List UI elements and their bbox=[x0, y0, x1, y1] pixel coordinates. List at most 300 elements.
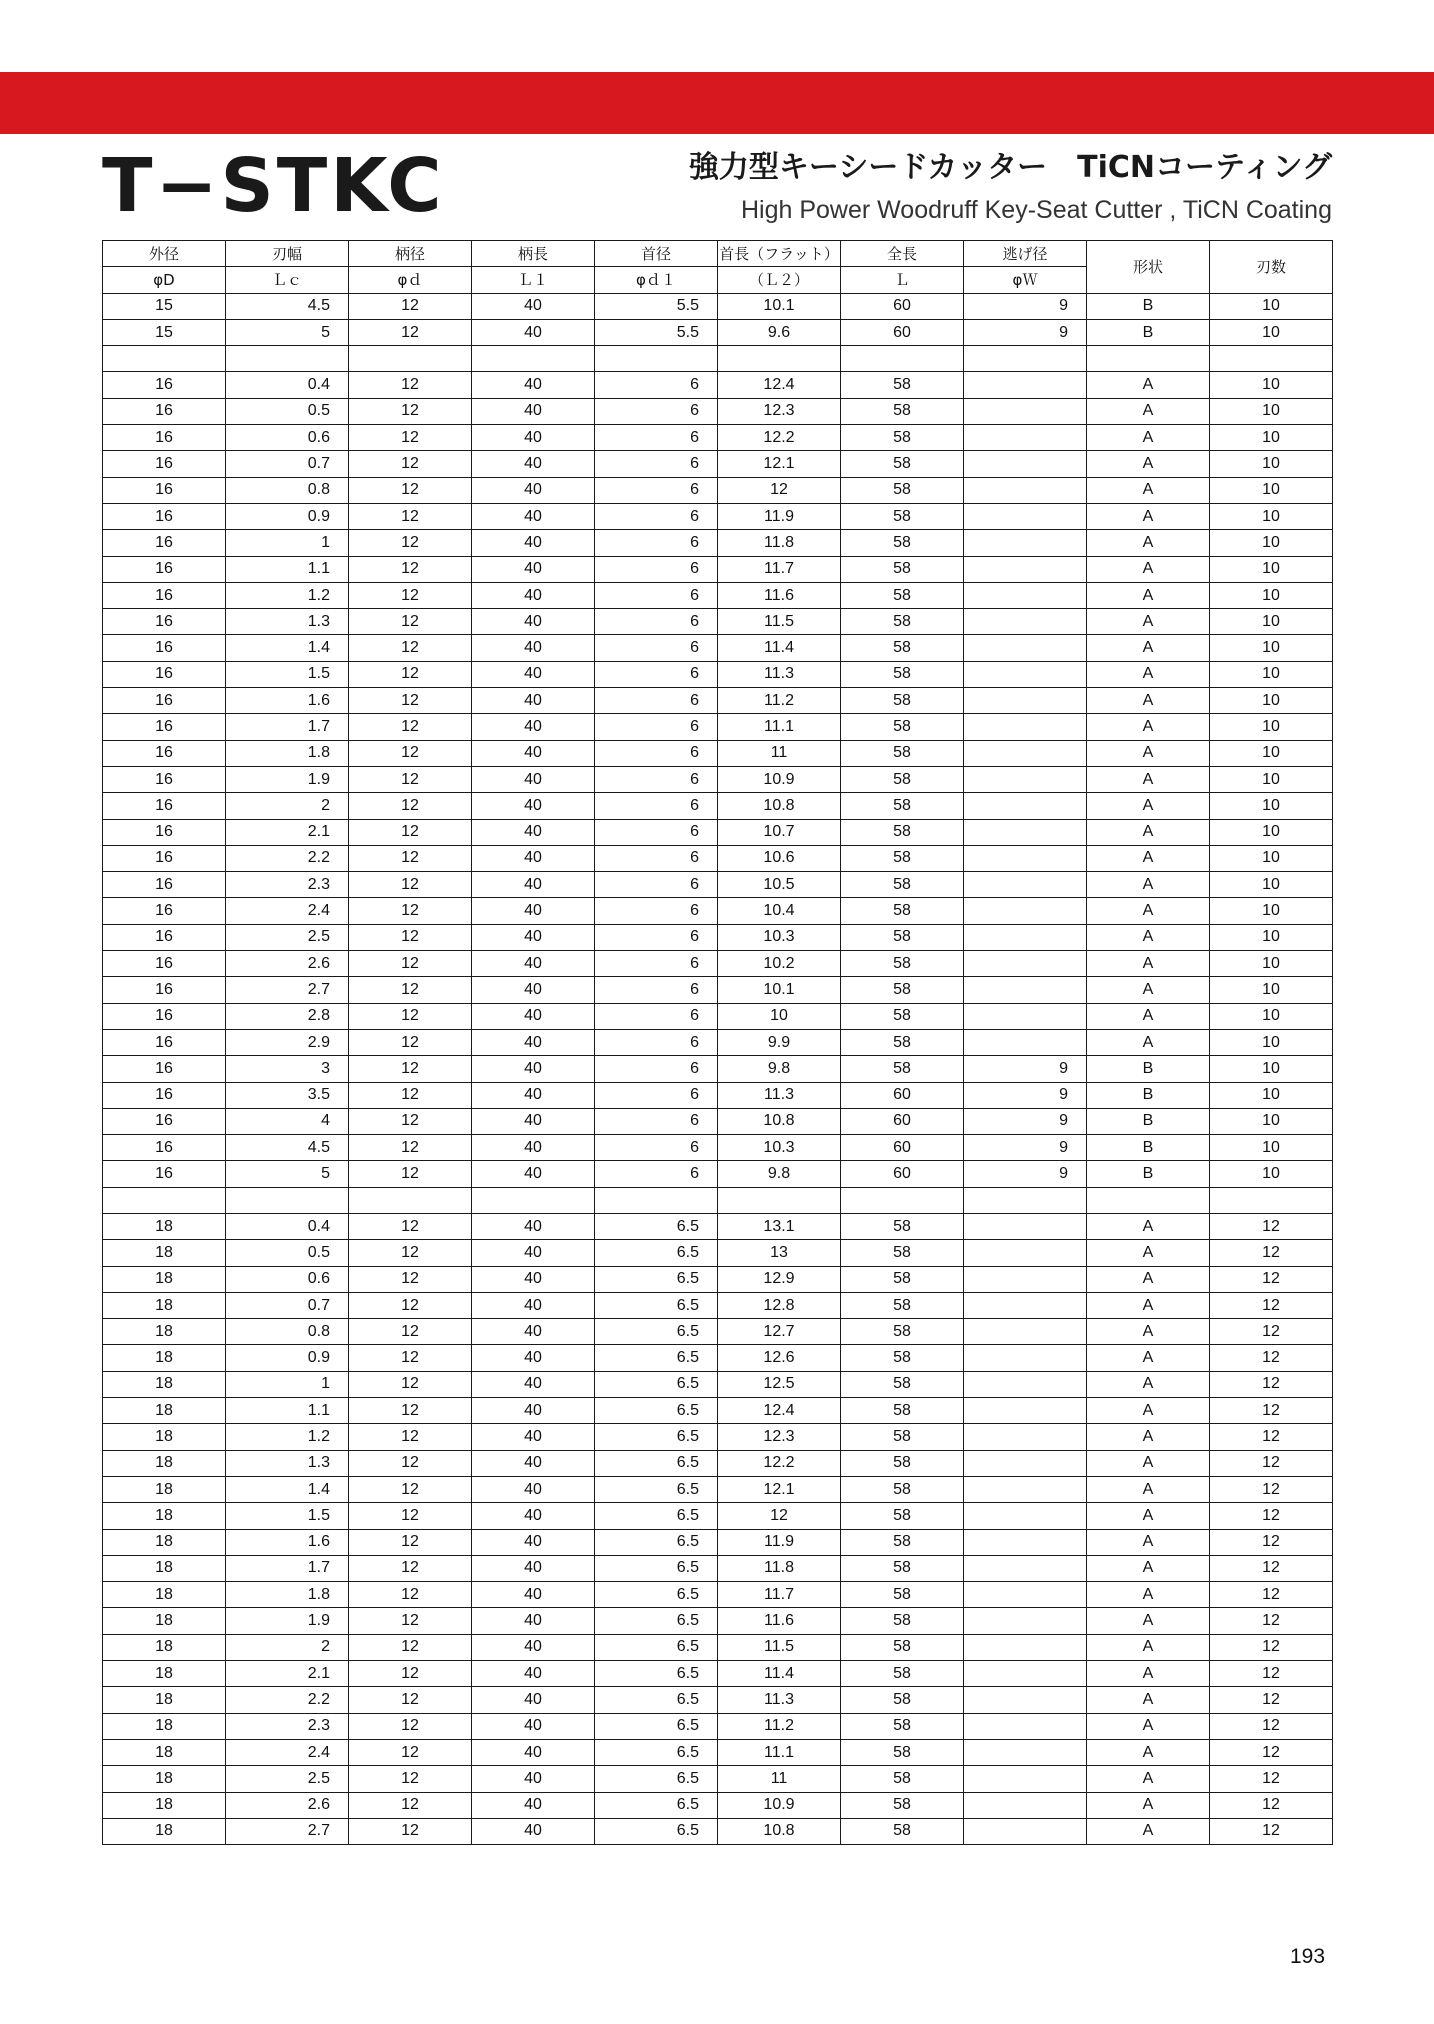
cell-neck-diameter: 6.5 bbox=[595, 1608, 718, 1634]
cell-shank-length: 40 bbox=[472, 319, 595, 345]
cell-flutes: 10 bbox=[1210, 477, 1333, 503]
cell-overall-length: 58 bbox=[841, 530, 964, 556]
cell-blade-width: 2.4 bbox=[226, 898, 349, 924]
table-row bbox=[103, 661, 1333, 687]
cell-shank-length: 40 bbox=[472, 1634, 595, 1660]
table-row bbox=[103, 609, 1333, 635]
cell-shank-length bbox=[472, 1187, 595, 1213]
cell-neck-length: 10.2 bbox=[718, 951, 841, 977]
cell-blade-width: 1.7 bbox=[226, 714, 349, 740]
cell-shank-length: 40 bbox=[472, 1582, 595, 1608]
cell-overall-length: 58 bbox=[841, 477, 964, 503]
cell-flutes: 10 bbox=[1210, 766, 1333, 792]
cell-neck-length: 11.3 bbox=[718, 661, 841, 687]
cell-neck-length: 10.8 bbox=[718, 793, 841, 819]
cell-blade-width: 2.7 bbox=[226, 977, 349, 1003]
table-row bbox=[103, 766, 1333, 792]
cell-shape: A bbox=[1087, 609, 1210, 635]
cell-neck-diameter: 6 bbox=[595, 1003, 718, 1029]
cell-relief-diameter bbox=[964, 556, 1087, 582]
cell-neck-diameter: 6.5 bbox=[595, 1476, 718, 1502]
cell-outer-diameter: 16 bbox=[103, 845, 226, 871]
cell-shape: A bbox=[1087, 1792, 1210, 1818]
cell-outer-diameter: 18 bbox=[103, 1739, 226, 1765]
col-header-relief-diameter: 逃げ径 bbox=[964, 241, 1087, 267]
cell-shank-length: 40 bbox=[472, 1608, 595, 1634]
cell-outer-diameter: 18 bbox=[103, 1345, 226, 1371]
table-row bbox=[103, 477, 1333, 503]
cell-overall-length: 60 bbox=[841, 319, 964, 345]
cell-neck-diameter: 6.5 bbox=[595, 1266, 718, 1292]
table-row bbox=[103, 1345, 1333, 1371]
cell-shank-diameter: 12 bbox=[349, 1056, 472, 1082]
cell-relief-diameter bbox=[964, 872, 1087, 898]
cell-overall-length: 58 bbox=[841, 1766, 964, 1792]
cell-flutes: 10 bbox=[1210, 556, 1333, 582]
cell-neck-length: 12 bbox=[718, 477, 841, 503]
cell-overall-length: 58 bbox=[841, 951, 964, 977]
cell-relief-diameter bbox=[964, 1555, 1087, 1581]
cell-neck-length: 11.3 bbox=[718, 1082, 841, 1108]
table-row bbox=[103, 1608, 1333, 1634]
cell-shank-diameter: 12 bbox=[349, 451, 472, 477]
cell-shank-diameter: 12 bbox=[349, 556, 472, 582]
cell-neck-diameter: 6 bbox=[595, 1082, 718, 1108]
cell-neck-diameter: 6.5 bbox=[595, 1398, 718, 1424]
cell-shank-length: 40 bbox=[472, 924, 595, 950]
cell-neck-length: 9.6 bbox=[718, 319, 841, 345]
cell-neck-length: 10.8 bbox=[718, 1108, 841, 1134]
cell-shape: A bbox=[1087, 1029, 1210, 1055]
cell-shape: A bbox=[1087, 1739, 1210, 1765]
cell-shank-length: 40 bbox=[472, 1161, 595, 1187]
cell-outer-diameter: 16 bbox=[103, 503, 226, 529]
cell-neck-diameter: 6 bbox=[595, 609, 718, 635]
cell-overall-length: 58 bbox=[841, 1555, 964, 1581]
cell-shank-length: 40 bbox=[472, 1713, 595, 1739]
cell-neck-diameter: 6 bbox=[595, 1161, 718, 1187]
cell-shape: A bbox=[1087, 425, 1210, 451]
cell-flutes: 12 bbox=[1210, 1739, 1333, 1765]
cell-relief-diameter bbox=[964, 740, 1087, 766]
cell-neck-diameter: 6.5 bbox=[595, 1371, 718, 1397]
cell-shank-length: 40 bbox=[472, 1687, 595, 1713]
cell-neck-diameter: 6.5 bbox=[595, 1818, 718, 1844]
cell-shank-diameter: 12 bbox=[349, 1608, 472, 1634]
cell-relief-diameter: 9 bbox=[964, 1082, 1087, 1108]
cell-blade-width: 1.5 bbox=[226, 661, 349, 687]
cell-blade-width: 1.4 bbox=[226, 1476, 349, 1502]
cell-shank-diameter: 12 bbox=[349, 1003, 472, 1029]
cell-shank-diameter: 12 bbox=[349, 1029, 472, 1055]
cell-neck-length: 12.1 bbox=[718, 1476, 841, 1502]
cell-relief-diameter bbox=[964, 661, 1087, 687]
cell-shank-length: 40 bbox=[472, 1555, 595, 1581]
cell-neck-diameter: 6.5 bbox=[595, 1739, 718, 1765]
cell-shape: A bbox=[1087, 398, 1210, 424]
cell-shank-diameter: 12 bbox=[349, 951, 472, 977]
cell-flutes: 12 bbox=[1210, 1424, 1333, 1450]
cell-neck-diameter: 6.5 bbox=[595, 1713, 718, 1739]
cell-outer-diameter: 16 bbox=[103, 1135, 226, 1161]
cell-neck-length: 11.6 bbox=[718, 582, 841, 608]
cell-flutes bbox=[1210, 346, 1333, 372]
cell-blade-width: 2 bbox=[226, 793, 349, 819]
cell-outer-diameter: 16 bbox=[103, 530, 226, 556]
cell-shank-length: 40 bbox=[472, 1503, 595, 1529]
cell-outer-diameter: 16 bbox=[103, 609, 226, 635]
cell-blade-width: 0.9 bbox=[226, 503, 349, 529]
table-row bbox=[103, 1661, 1333, 1687]
cell-blade-width: 0.5 bbox=[226, 398, 349, 424]
cell-neck-diameter: 6 bbox=[595, 530, 718, 556]
cell-shape: B bbox=[1087, 293, 1210, 319]
cell-shank-diameter: 12 bbox=[349, 1135, 472, 1161]
table-row bbox=[103, 1029, 1333, 1055]
cell-relief-diameter bbox=[964, 582, 1087, 608]
cell-neck-length: 10.3 bbox=[718, 924, 841, 950]
cell-relief-diameter: 9 bbox=[964, 1056, 1087, 1082]
cell-overall-length: 58 bbox=[841, 1056, 964, 1082]
cell-relief-diameter bbox=[964, 1319, 1087, 1345]
table-row bbox=[103, 1582, 1333, 1608]
cell-flutes: 12 bbox=[1210, 1292, 1333, 1318]
cell-outer-diameter: 16 bbox=[103, 977, 226, 1003]
cell-overall-length: 58 bbox=[841, 1634, 964, 1660]
cell-shank-diameter: 12 bbox=[349, 1319, 472, 1345]
cell-neck-diameter: 6 bbox=[595, 1056, 718, 1082]
cell-overall-length: 58 bbox=[841, 1345, 964, 1371]
cell-flutes: 12 bbox=[1210, 1319, 1333, 1345]
cell-outer-diameter: 16 bbox=[103, 793, 226, 819]
col-header-shank-length: 柄長 bbox=[472, 241, 595, 267]
cell-neck-length: 10.6 bbox=[718, 845, 841, 871]
cell-blade-width bbox=[226, 346, 349, 372]
cell-neck-length: 11.2 bbox=[718, 1713, 841, 1739]
table-row bbox=[103, 398, 1333, 424]
cell-neck-diameter: 6.5 bbox=[595, 1766, 718, 1792]
cell-outer-diameter: 18 bbox=[103, 1555, 226, 1581]
cell-shank-diameter: 12 bbox=[349, 819, 472, 845]
cell-relief-diameter bbox=[964, 766, 1087, 792]
cell-neck-length: 11.8 bbox=[718, 530, 841, 556]
cell-flutes: 12 bbox=[1210, 1713, 1333, 1739]
cell-neck-length: 12.2 bbox=[718, 1450, 841, 1476]
cell-shank-diameter: 12 bbox=[349, 714, 472, 740]
cell-shank-length: 40 bbox=[472, 530, 595, 556]
cell-shank-diameter: 12 bbox=[349, 1818, 472, 1844]
cell-blade-width: 1.8 bbox=[226, 740, 349, 766]
col-header-outer-diameter: 外径 bbox=[103, 241, 226, 267]
cell-outer-diameter: 18 bbox=[103, 1818, 226, 1844]
cell-shape: B bbox=[1087, 1135, 1210, 1161]
cell-flutes: 10 bbox=[1210, 1135, 1333, 1161]
cell-blade-width: 5 bbox=[226, 1161, 349, 1187]
cell-shank-diameter: 12 bbox=[349, 1082, 472, 1108]
cell-shape: A bbox=[1087, 1450, 1210, 1476]
cell-shank-diameter: 12 bbox=[349, 1266, 472, 1292]
cell-outer-diameter: 18 bbox=[103, 1319, 226, 1345]
cell-neck-length: 11.9 bbox=[718, 1529, 841, 1555]
cell-flutes: 12 bbox=[1210, 1371, 1333, 1397]
cell-flutes: 12 bbox=[1210, 1266, 1333, 1292]
cell-relief-diameter bbox=[964, 714, 1087, 740]
col-header-blade-width: 刃幅 bbox=[226, 241, 349, 267]
cell-shape: A bbox=[1087, 1240, 1210, 1266]
cell-neck-diameter: 6 bbox=[595, 372, 718, 398]
table-row bbox=[103, 1003, 1333, 1029]
cell-flutes: 10 bbox=[1210, 1056, 1333, 1082]
cell-shape: A bbox=[1087, 977, 1210, 1003]
cell-shank-diameter: 12 bbox=[349, 1766, 472, 1792]
cell-shank-length: 40 bbox=[472, 1450, 595, 1476]
cell-blade-width: 1.3 bbox=[226, 1450, 349, 1476]
cell-flutes: 10 bbox=[1210, 1029, 1333, 1055]
cell-overall-length: 60 bbox=[841, 1108, 964, 1134]
cell-shape: A bbox=[1087, 714, 1210, 740]
cell-relief-diameter bbox=[964, 635, 1087, 661]
cell-relief-diameter bbox=[964, 1213, 1087, 1239]
cell-shape: A bbox=[1087, 766, 1210, 792]
cell-neck-diameter: 6.5 bbox=[595, 1529, 718, 1555]
cell-shank-diameter: 12 bbox=[349, 609, 472, 635]
cell-shank-length: 40 bbox=[472, 1056, 595, 1082]
cell-blade-width: 1.3 bbox=[226, 609, 349, 635]
cell-outer-diameter: 16 bbox=[103, 740, 226, 766]
cell-blade-width: 1.7 bbox=[226, 1555, 349, 1581]
product-code-title: T−STKC bbox=[102, 143, 445, 229]
cell-shape: A bbox=[1087, 582, 1210, 608]
cell-overall-length: 58 bbox=[841, 924, 964, 950]
cell-relief-diameter bbox=[964, 1398, 1087, 1424]
table-row bbox=[103, 1266, 1333, 1292]
cell-blade-width: 2.3 bbox=[226, 872, 349, 898]
cell-relief-diameter bbox=[964, 1818, 1087, 1844]
col-header-shape: 形状 bbox=[1087, 241, 1210, 294]
cell-outer-diameter: 16 bbox=[103, 951, 226, 977]
cell-shank-diameter: 12 bbox=[349, 1713, 472, 1739]
cell-shape: A bbox=[1087, 1398, 1210, 1424]
cell-shape: A bbox=[1087, 635, 1210, 661]
cell-neck-length: 11 bbox=[718, 1766, 841, 1792]
cell-shank-length: 40 bbox=[472, 740, 595, 766]
col-header-overall-length: 全長 bbox=[841, 241, 964, 267]
cell-overall-length: 58 bbox=[841, 425, 964, 451]
cell-blade-width: 2.4 bbox=[226, 1739, 349, 1765]
cell-outer-diameter: 16 bbox=[103, 714, 226, 740]
cell-blade-width: 0.7 bbox=[226, 1292, 349, 1318]
table-row bbox=[103, 898, 1333, 924]
cell-neck-length: 10.3 bbox=[718, 1135, 841, 1161]
cell-neck-diameter: 6 bbox=[595, 661, 718, 687]
cell-shank-length: 40 bbox=[472, 1213, 595, 1239]
cell-blade-width: 0.9 bbox=[226, 1345, 349, 1371]
cell-relief-diameter bbox=[964, 609, 1087, 635]
table-row bbox=[103, 688, 1333, 714]
cell-blade-width: 4.5 bbox=[226, 293, 349, 319]
table-row bbox=[103, 1240, 1333, 1266]
cell-overall-length: 58 bbox=[841, 688, 964, 714]
cell-overall-length: 58 bbox=[841, 1003, 964, 1029]
table-row bbox=[103, 1713, 1333, 1739]
cell-shape: A bbox=[1087, 451, 1210, 477]
cell-shank-length: 40 bbox=[472, 1082, 595, 1108]
cell-blade-width bbox=[226, 1187, 349, 1213]
cell-overall-length: 58 bbox=[841, 503, 964, 529]
cell-shank-diameter: 12 bbox=[349, 1450, 472, 1476]
cell-flutes: 10 bbox=[1210, 688, 1333, 714]
cell-shank-diameter: 12 bbox=[349, 1108, 472, 1134]
table-row bbox=[103, 451, 1333, 477]
cell-outer-diameter: 18 bbox=[103, 1424, 226, 1450]
col-header-neck-diameter: 首径 bbox=[595, 241, 718, 267]
cell-outer-diameter: 18 bbox=[103, 1476, 226, 1502]
cell-shape: A bbox=[1087, 1319, 1210, 1345]
cell-shank-diameter: 12 bbox=[349, 766, 472, 792]
cell-flutes: 10 bbox=[1210, 372, 1333, 398]
cell-neck-length: 12.6 bbox=[718, 1345, 841, 1371]
cell-shank-diameter: 12 bbox=[349, 1213, 472, 1239]
cell-blade-width: 1.9 bbox=[226, 1608, 349, 1634]
cell-neck-diameter bbox=[595, 1187, 718, 1213]
cell-overall-length: 58 bbox=[841, 1450, 964, 1476]
cell-flutes: 10 bbox=[1210, 398, 1333, 424]
cell-overall-length: 58 bbox=[841, 556, 964, 582]
cell-overall-length: 58 bbox=[841, 1792, 964, 1818]
col-symbol-blade-width: Ｌｃ bbox=[226, 267, 349, 293]
table-row bbox=[103, 793, 1333, 819]
cell-shank-diameter: 12 bbox=[349, 1661, 472, 1687]
cell-outer-diameter: 16 bbox=[103, 661, 226, 687]
cell-overall-length: 58 bbox=[841, 582, 964, 608]
col-symbol-neck-diameter: φｄ１ bbox=[595, 267, 718, 293]
cell-shank-diameter: 12 bbox=[349, 793, 472, 819]
cell-shape: A bbox=[1087, 1582, 1210, 1608]
cell-overall-length: 58 bbox=[841, 845, 964, 871]
cell-outer-diameter: 18 bbox=[103, 1713, 226, 1739]
cell-outer-diameter: 18 bbox=[103, 1687, 226, 1713]
cell-neck-diameter: 6.5 bbox=[595, 1687, 718, 1713]
cell-shank-length: 40 bbox=[472, 1792, 595, 1818]
table-row bbox=[103, 425, 1333, 451]
cell-flutes: 12 bbox=[1210, 1398, 1333, 1424]
header-row-jp bbox=[103, 241, 1333, 267]
cell-blade-width: 2.6 bbox=[226, 951, 349, 977]
cell-outer-diameter: 16 bbox=[103, 1003, 226, 1029]
cell-neck-length: 10.7 bbox=[718, 819, 841, 845]
cell-flutes: 10 bbox=[1210, 1108, 1333, 1134]
cell-neck-diameter: 6 bbox=[595, 1108, 718, 1134]
cell-neck-length: 9.9 bbox=[718, 1029, 841, 1055]
table-row bbox=[103, 1792, 1333, 1818]
cell-neck-diameter: 6 bbox=[595, 425, 718, 451]
table-row bbox=[103, 1319, 1333, 1345]
cell-relief-diameter bbox=[964, 503, 1087, 529]
cell-neck-diameter: 6 bbox=[595, 872, 718, 898]
cell-shank-length: 40 bbox=[472, 1003, 595, 1029]
cell-relief-diameter bbox=[964, 1582, 1087, 1608]
cell-shape: A bbox=[1087, 898, 1210, 924]
cell-relief-diameter bbox=[964, 1503, 1087, 1529]
cell-shank-diameter: 12 bbox=[349, 845, 472, 871]
cell-overall-length: 58 bbox=[841, 1713, 964, 1739]
cell-flutes: 10 bbox=[1210, 740, 1333, 766]
cell-shape: A bbox=[1087, 530, 1210, 556]
cell-neck-diameter: 6 bbox=[595, 1029, 718, 1055]
cell-flutes bbox=[1210, 1187, 1333, 1213]
cell-shank-length: 40 bbox=[472, 1529, 595, 1555]
table-row bbox=[103, 530, 1333, 556]
cell-shank-length: 40 bbox=[472, 1135, 595, 1161]
cell-shank-diameter: 12 bbox=[349, 1529, 472, 1555]
cell-blade-width: 0.6 bbox=[226, 425, 349, 451]
cell-flutes: 10 bbox=[1210, 1003, 1333, 1029]
cell-flutes: 10 bbox=[1210, 872, 1333, 898]
cell-blade-width: 1 bbox=[226, 530, 349, 556]
table-row bbox=[103, 845, 1333, 871]
cell-flutes: 10 bbox=[1210, 319, 1333, 345]
cell-blade-width: 0.6 bbox=[226, 1266, 349, 1292]
cell-flutes: 10 bbox=[1210, 609, 1333, 635]
cell-blade-width: 1.2 bbox=[226, 1424, 349, 1450]
cell-shank-length: 40 bbox=[472, 425, 595, 451]
col-header-flutes: 刃数 bbox=[1210, 241, 1333, 294]
cell-shape: B bbox=[1087, 1108, 1210, 1134]
cell-shape: A bbox=[1087, 1371, 1210, 1397]
cell-shape bbox=[1087, 1187, 1210, 1213]
cell-outer-diameter: 16 bbox=[103, 556, 226, 582]
col-header-neck-length: 首長（フラット） bbox=[718, 241, 841, 267]
cell-shank-diameter: 12 bbox=[349, 1476, 472, 1502]
cell-blade-width: 3 bbox=[226, 1056, 349, 1082]
cell-shank-diameter: 12 bbox=[349, 635, 472, 661]
cell-outer-diameter: 16 bbox=[103, 872, 226, 898]
cell-neck-diameter: 6 bbox=[595, 924, 718, 950]
cell-shape: A bbox=[1087, 1687, 1210, 1713]
cell-relief-diameter bbox=[964, 425, 1087, 451]
cell-relief-diameter bbox=[964, 1292, 1087, 1318]
cell-flutes: 10 bbox=[1210, 503, 1333, 529]
cell-shank-length: 40 bbox=[472, 1345, 595, 1371]
cell-blade-width: 2.6 bbox=[226, 1792, 349, 1818]
table-row bbox=[103, 977, 1333, 1003]
cell-shape: A bbox=[1087, 740, 1210, 766]
cell-overall-length: 58 bbox=[841, 609, 964, 635]
cell-relief-diameter bbox=[964, 1345, 1087, 1371]
cell-neck-diameter: 6 bbox=[595, 845, 718, 871]
cell-shank-length: 40 bbox=[472, 819, 595, 845]
cell-relief-diameter bbox=[964, 1266, 1087, 1292]
cell-shank-diameter: 12 bbox=[349, 1687, 472, 1713]
table-row bbox=[103, 872, 1333, 898]
cell-shape: B bbox=[1087, 1082, 1210, 1108]
cell-blade-width: 2.1 bbox=[226, 819, 349, 845]
header-accent-band bbox=[0, 72, 1434, 134]
cell-blade-width: 1.1 bbox=[226, 1398, 349, 1424]
cell-shank-diameter: 12 bbox=[349, 1503, 472, 1529]
cell-shank-length: 40 bbox=[472, 451, 595, 477]
cell-neck-length: 11.7 bbox=[718, 556, 841, 582]
cell-neck-diameter: 6.5 bbox=[595, 1213, 718, 1239]
table-row bbox=[103, 740, 1333, 766]
cell-neck-diameter: 6.5 bbox=[595, 1582, 718, 1608]
cell-outer-diameter: 16 bbox=[103, 1029, 226, 1055]
cell-shank-diameter: 12 bbox=[349, 1292, 472, 1318]
cell-blade-width: 4.5 bbox=[226, 1135, 349, 1161]
cell-shape: B bbox=[1087, 319, 1210, 345]
cell-neck-length: 11.5 bbox=[718, 1634, 841, 1660]
cell-flutes: 12 bbox=[1210, 1687, 1333, 1713]
